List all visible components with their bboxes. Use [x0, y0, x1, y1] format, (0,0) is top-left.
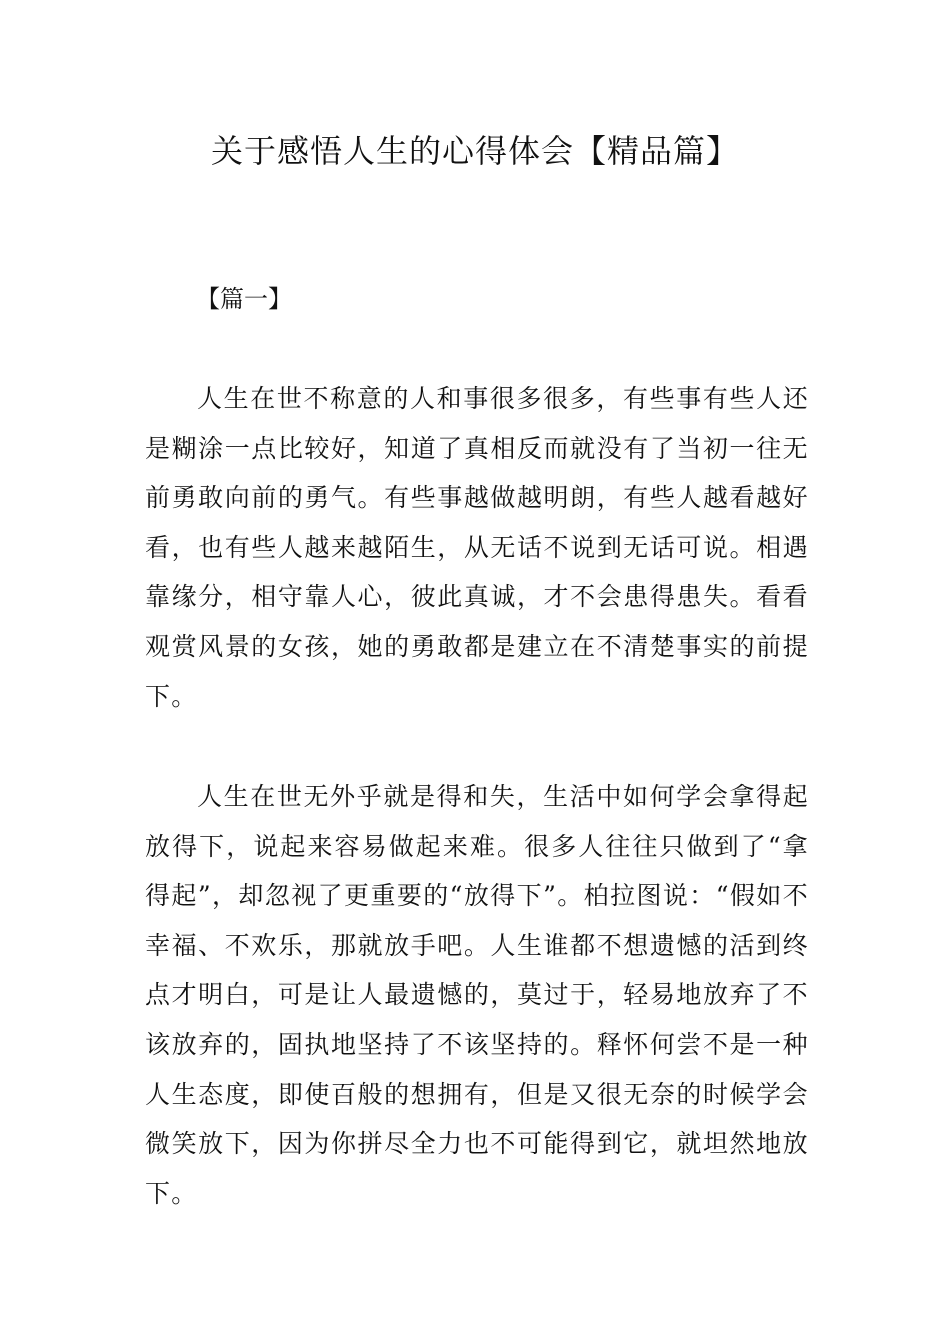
body-paragraph-2: 人生在世无外乎就是得和失，生活中如何学会拿得起放得下，说起来容易做起来难。很多人往往只做到了“拿得起”，却忽视了更重要的“放得下”。柏拉图说：“假如不幸福、不欢乐，那就放手吧。人生谁都不想遗憾的活到终点才明白，可是让人最遗憾的，莫过于，轻易地放弃了不该放弃的，固执地坚持了不该坚持的。释怀何尝不是一种人生态度，即使百般的想拥有，但是又很无奈的时候学会微笑放下，因为你拼尽全力也不可能得到它，就坦然地放下。 — [145, 782, 809, 1208]
document-title: 关于感悟人生的心得体会【精品篇】 — [210, 132, 739, 170]
body-paragraph-1: 人生在世不称意的人和事很多很多，有些事有些人还是糊涂一点比较好，知道了真相反而就没有了当初一往无前勇敢向前的勇气。有些事越做越明朗，有些人越看越好看，也有些人越来越陌生，从无话不说到无话可说。相遇靠缘分，相守靠人心，彼此真诚，才不会患得患失。看看观赏风景的女孩，她的勇敢都是建立在不清楚事实的前提下。 — [145, 384, 809, 711]
section-heading: 【篇一】 — [196, 285, 292, 313]
